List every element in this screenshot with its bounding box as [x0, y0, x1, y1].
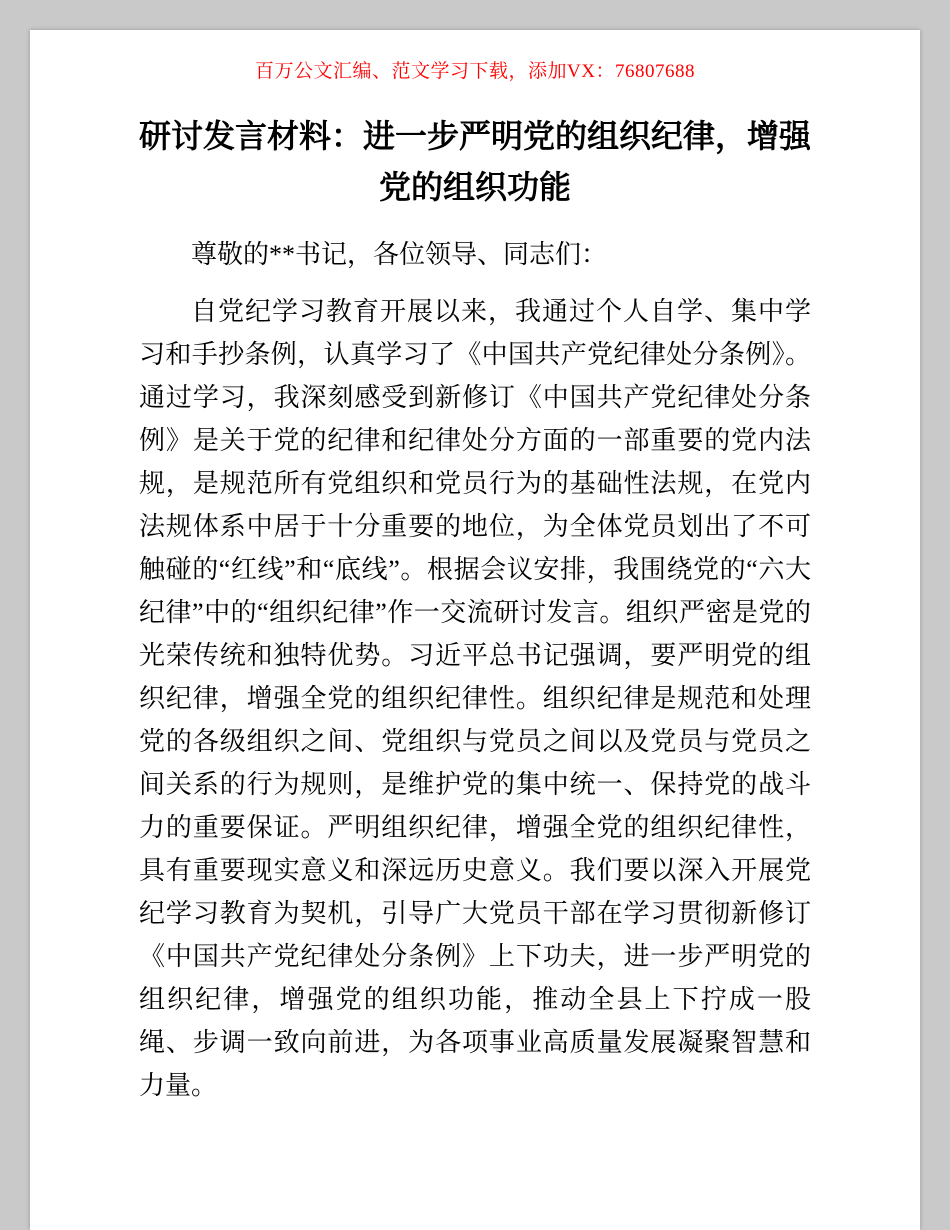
body-paragraph: 自党纪学习教育开展以来，我通过个人自学、集中学习和手抄条例，认真学习了《中国共产党纪律处分条例》。通过学习，我深刻感受到新修订《中国共产党纪律处分条例》是关于党的纪律和纪律处分方面的一部重要的党内法规，是规范所有党组织和党员行为的基础性法规，在党内法规体系中居于十分重要的地位，为全体党员划出了不可触碰的“红线”和“底线”。根据会议安排，我围绕党的“六大纪律”中的“组织纪律”作一交流研讨发言。组织严密是党的光荣传统和独特优势。习近平总书记强调，要严明党的组织纪律，增强全党的组织纪律性。组织纪律是规范和处理党的各级组织之间、党组织与党员之间以及党员与党员之间关系的行为规则，是维护党的集中统一、保持党的战斗力的重要保证。严明组织纪律，增强全党的组织纪律性，具有重要现实意义和深远历史意义。我们要以深入开展党纪学习教育为契机，引导广大党员干部在学习贯彻新修订《中国共产党纪律处分条例》上下功夫，进一步严明党的组织纪律，增强党的组织功能，推动全县上下拧成一股绳、步调一致向前进，为各项事业高质量发展凝聚智慧和力量。 [139, 297, 811, 1101]
promo-text: 百万公文汇编、范文学习下载，添加VX：76807688 [255, 61, 695, 82]
document-title: 研讨发言材料：进一步严明党的组织纪律，增强党的组织功能 [139, 117, 812, 205]
document-page [30, 30, 920, 1230]
promo-banner [139, 60, 811, 85]
document-body [139, 233, 811, 1107]
greeting-paragraph: 尊敬的**书记，各位领导、同志们： [191, 240, 608, 270]
